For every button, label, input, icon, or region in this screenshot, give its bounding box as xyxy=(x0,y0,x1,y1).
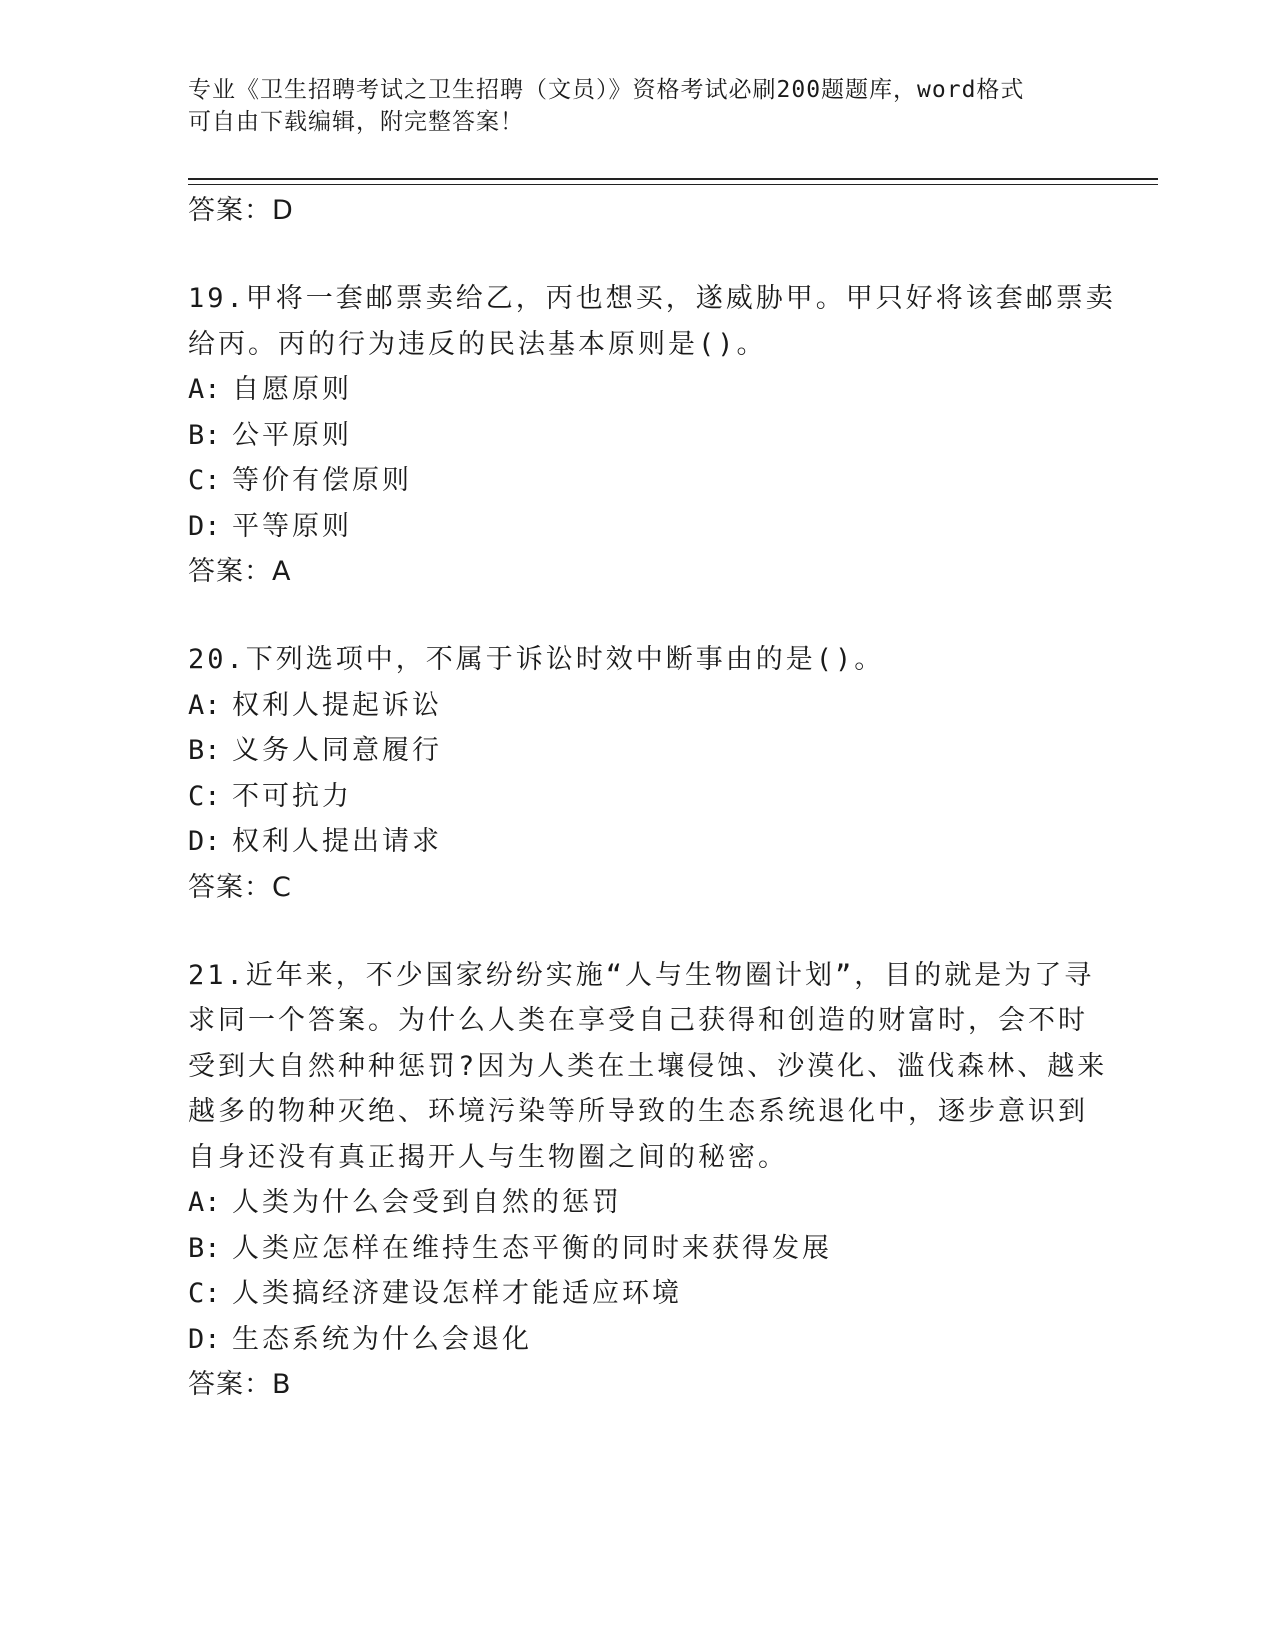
option-a xyxy=(188,683,1088,729)
question-20 xyxy=(188,637,1088,911)
option-d xyxy=(188,819,1088,865)
question-text-line: 受到大自然种种惩罚?因为人类在土壤侵蚀、沙漠化、滥伐森林、越来 xyxy=(188,1050,1108,1082)
answer-line: 答案：B xyxy=(188,1369,292,1400)
question-text-line: 21.近年来，不少国家纷纷实施“人与生物圈计划”，目的就是为了寻 xyxy=(188,959,1095,991)
option-text: 人类为什么会受到自然的惩罚 xyxy=(232,1187,622,1218)
option-text: 人类应怎样在维持生态平衡的同时来获得发展 xyxy=(232,1232,832,1264)
option-c xyxy=(188,1271,1088,1317)
answer-line: 答案：C xyxy=(188,871,292,903)
option-key: B: xyxy=(188,419,221,451)
header-title-line-2: 可自由下载编辑，附完整答案！ xyxy=(188,109,524,135)
option-b xyxy=(188,728,1088,774)
option-key: D: xyxy=(188,510,221,542)
option-text: 等价有偿原则 xyxy=(232,465,412,496)
option-text: 不可抗力 xyxy=(232,780,352,812)
option-text: 权利人提出请求 xyxy=(232,826,442,857)
option-a xyxy=(188,367,1088,413)
option-b xyxy=(188,1226,1088,1272)
option-key: A: xyxy=(188,374,221,405)
option-key: C: xyxy=(188,780,221,812)
option-b xyxy=(188,413,1088,459)
header-title-line-1: 专业《卫生招聘考试之卫生招聘（文员）》资格考试必刷200题题库，word格式 xyxy=(188,77,1025,103)
option-key: A: xyxy=(188,689,221,721)
header-divider-thick xyxy=(188,178,1158,180)
question-text-line: 20.下列选项中，不属于诉讼时效中断事由的是()。 xyxy=(188,644,885,675)
header-divider-thin xyxy=(188,184,1158,185)
question-text-line: 19.甲将一套邮票卖给乙，丙也想买，遂威胁甲。甲只好将该套邮票卖 xyxy=(188,283,1116,314)
option-a xyxy=(188,1180,1088,1226)
option-d xyxy=(188,504,1088,550)
answer-line: 答案：A xyxy=(188,556,292,587)
question-text-line: 越多的物种灭绝、环境污染等所导致的生态系统退化中，逐步意识到 xyxy=(188,1096,1088,1127)
option-key: D: xyxy=(188,1323,221,1355)
option-c xyxy=(188,774,1088,820)
option-d xyxy=(188,1317,1088,1363)
option-text: 义务人同意履行 xyxy=(232,735,442,766)
option-key: A: xyxy=(188,1187,221,1218)
previous-answer: 答案：D xyxy=(188,195,294,226)
option-key: C: xyxy=(188,1278,221,1309)
question-text-line: 自身还没有真正揭开人与生物圈之间的秘密。 xyxy=(188,1141,788,1173)
option-text: 生态系统为什么会退化 xyxy=(232,1323,532,1355)
question-list xyxy=(188,188,1116,1408)
option-text: 自愿原则 xyxy=(232,374,352,405)
document-header xyxy=(188,74,1068,138)
question-19 xyxy=(188,276,1116,595)
option-c xyxy=(188,458,1088,504)
option-text: 人类搞经济建设怎样才能适应环境 xyxy=(232,1278,682,1309)
option-key: B: xyxy=(188,1232,221,1264)
option-text: 平等原则 xyxy=(232,510,352,542)
question-21 xyxy=(188,953,1108,1409)
question-text-line: 给丙。丙的行为违反的民法基本原则是()。 xyxy=(188,328,767,360)
option-text: 权利人提起诉讼 xyxy=(232,689,442,721)
option-key: D: xyxy=(188,826,221,857)
question-text-line: 求同一个答案。为什么人类在享受自己获得和创造的财富时，会不时 xyxy=(188,1005,1088,1036)
option-text: 公平原则 xyxy=(232,419,352,451)
option-key: B: xyxy=(188,735,221,766)
option-key: C: xyxy=(188,465,221,496)
